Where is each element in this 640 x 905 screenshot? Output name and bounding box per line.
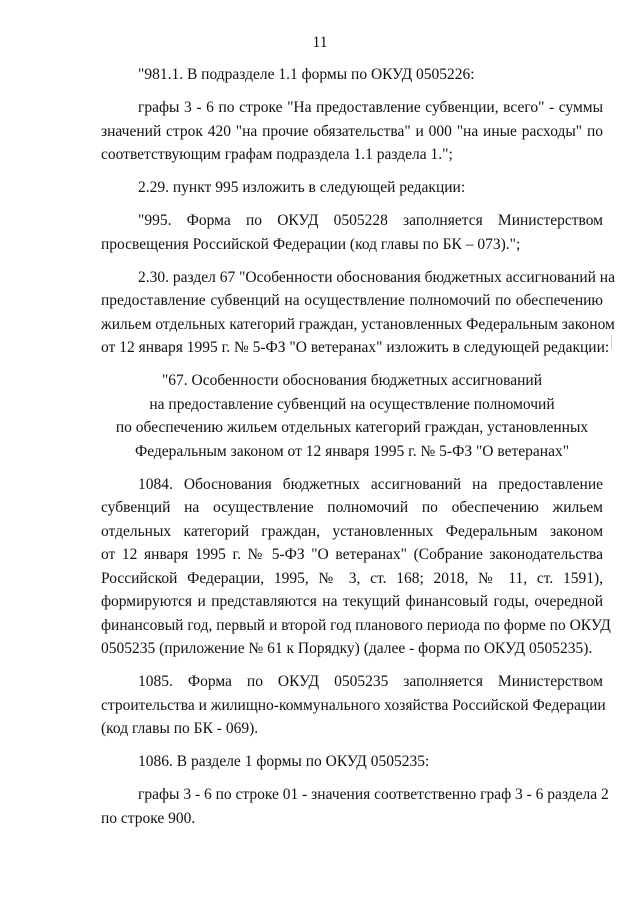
text-line: финансовый год, первый и второй год планового периода по форме по ОКУД xyxy=(101,616,611,634)
paragraph xyxy=(101,783,609,830)
paragraph xyxy=(101,750,603,774)
paragraph-gap xyxy=(101,167,603,177)
paragraph-gap xyxy=(101,741,603,751)
text-line: предоставление субвенций на осуществление полномочий по обеспечению xyxy=(101,292,603,309)
paragraph xyxy=(101,96,603,167)
text-line: (код главы по БК - 069). xyxy=(101,720,259,737)
paragraph-gap xyxy=(101,661,603,671)
paragraph-gap xyxy=(101,256,603,266)
text-line: графы 3 - 6 по строке "На предоставление субвенции, всего" - суммы xyxy=(138,99,603,116)
text-line: 2.29. пункт 995 изложить в следующей редакции: xyxy=(138,179,466,196)
paragraph xyxy=(101,473,611,661)
text-line: Федеральным законом от 12 января 1995 г. № 5-ФЗ "О ветеранах" xyxy=(134,442,570,460)
text-line: строительства и жилищно-коммунального хозяйства Российской Федерации xyxy=(101,696,606,714)
text-line: от 12 января 1995 г. № 5-ФЗ "О ветеранах" (Собрание законодательства xyxy=(101,546,603,563)
paragraph xyxy=(101,670,606,741)
text-line: отдельных категорий граждан, установленных Федеральным законом xyxy=(101,522,603,540)
text-line: 0505235 (приложение № 61 к Порядку) (далее - форма по ОКУД 0505235). xyxy=(101,640,593,657)
paragraph xyxy=(101,209,603,256)
paragraph-gap xyxy=(101,774,603,784)
section-heading xyxy=(101,369,603,463)
text-line: по строке 900. xyxy=(101,809,196,827)
page-number: 11 xyxy=(312,34,328,51)
margin-mark xyxy=(611,335,612,349)
paragraph-gap xyxy=(101,360,603,370)
paragraph-gap xyxy=(101,463,603,473)
text-line: жильем отдельных категорий граждан, установленных Федеральным законом xyxy=(101,315,615,333)
paragraph xyxy=(101,176,603,200)
document-body xyxy=(101,63,615,830)
paragraph xyxy=(101,266,615,360)
text-line: "995. Форма по ОКУД 0505228 заполняется Министерством xyxy=(138,212,603,229)
text-line: 1085. Форма по ОКУД 0505235 заполняется Министерством xyxy=(138,673,603,690)
text-line: соответствующим графам подраздела 1.1 раздела 1."; xyxy=(101,146,453,163)
paragraph-gap xyxy=(101,87,603,97)
text-line: "981.1. В подразделе 1.1 формы по ОКУД 0505226: xyxy=(138,66,475,83)
text-line: от 12 января 1995 г. № 5-ФЗ "О ветеранах" изложить в следующей редакции: xyxy=(101,339,610,356)
text-line: значений строк 420 "на прочие обязательства" и 000 "на иные расходы" по xyxy=(101,122,603,140)
paragraph-gap xyxy=(101,200,603,210)
text-line: 1086. В разделе 1 формы по ОКУД 0505235: xyxy=(138,753,430,770)
text-line: субвенций на осуществление полномочий по обеспечению жильем xyxy=(101,499,603,516)
text-line: по обеспечению жильем отдельных категорий граждан, установленных xyxy=(115,419,589,436)
text-line: 2.30. раздел 67 "Особенности обоснования бюджетных ассигнований на xyxy=(138,268,615,286)
text-line: на предоставление субвенций на осуществление полномочий xyxy=(149,395,555,413)
text-line: графы 3 - 6 по строке 01 - значения соответственно граф 3 - 6 раздела 2 xyxy=(138,786,609,803)
text-line: просвещения Российской Федерации (код главы по БК – 073)."; xyxy=(101,235,521,253)
text-line: 1084. Обоснования бюджетных ассигнований на предоставление xyxy=(138,475,603,493)
paragraph xyxy=(101,63,603,87)
text-line: "67. Особенности обоснования бюджетных ассигнований xyxy=(161,372,543,389)
text-line: формируются и представляются на текущий финансовый годы, очередной xyxy=(101,593,603,610)
text-line: Российской Федерации, 1995, № 3, ст. 168; 2018, № 11, ст. 1591), xyxy=(101,569,603,587)
